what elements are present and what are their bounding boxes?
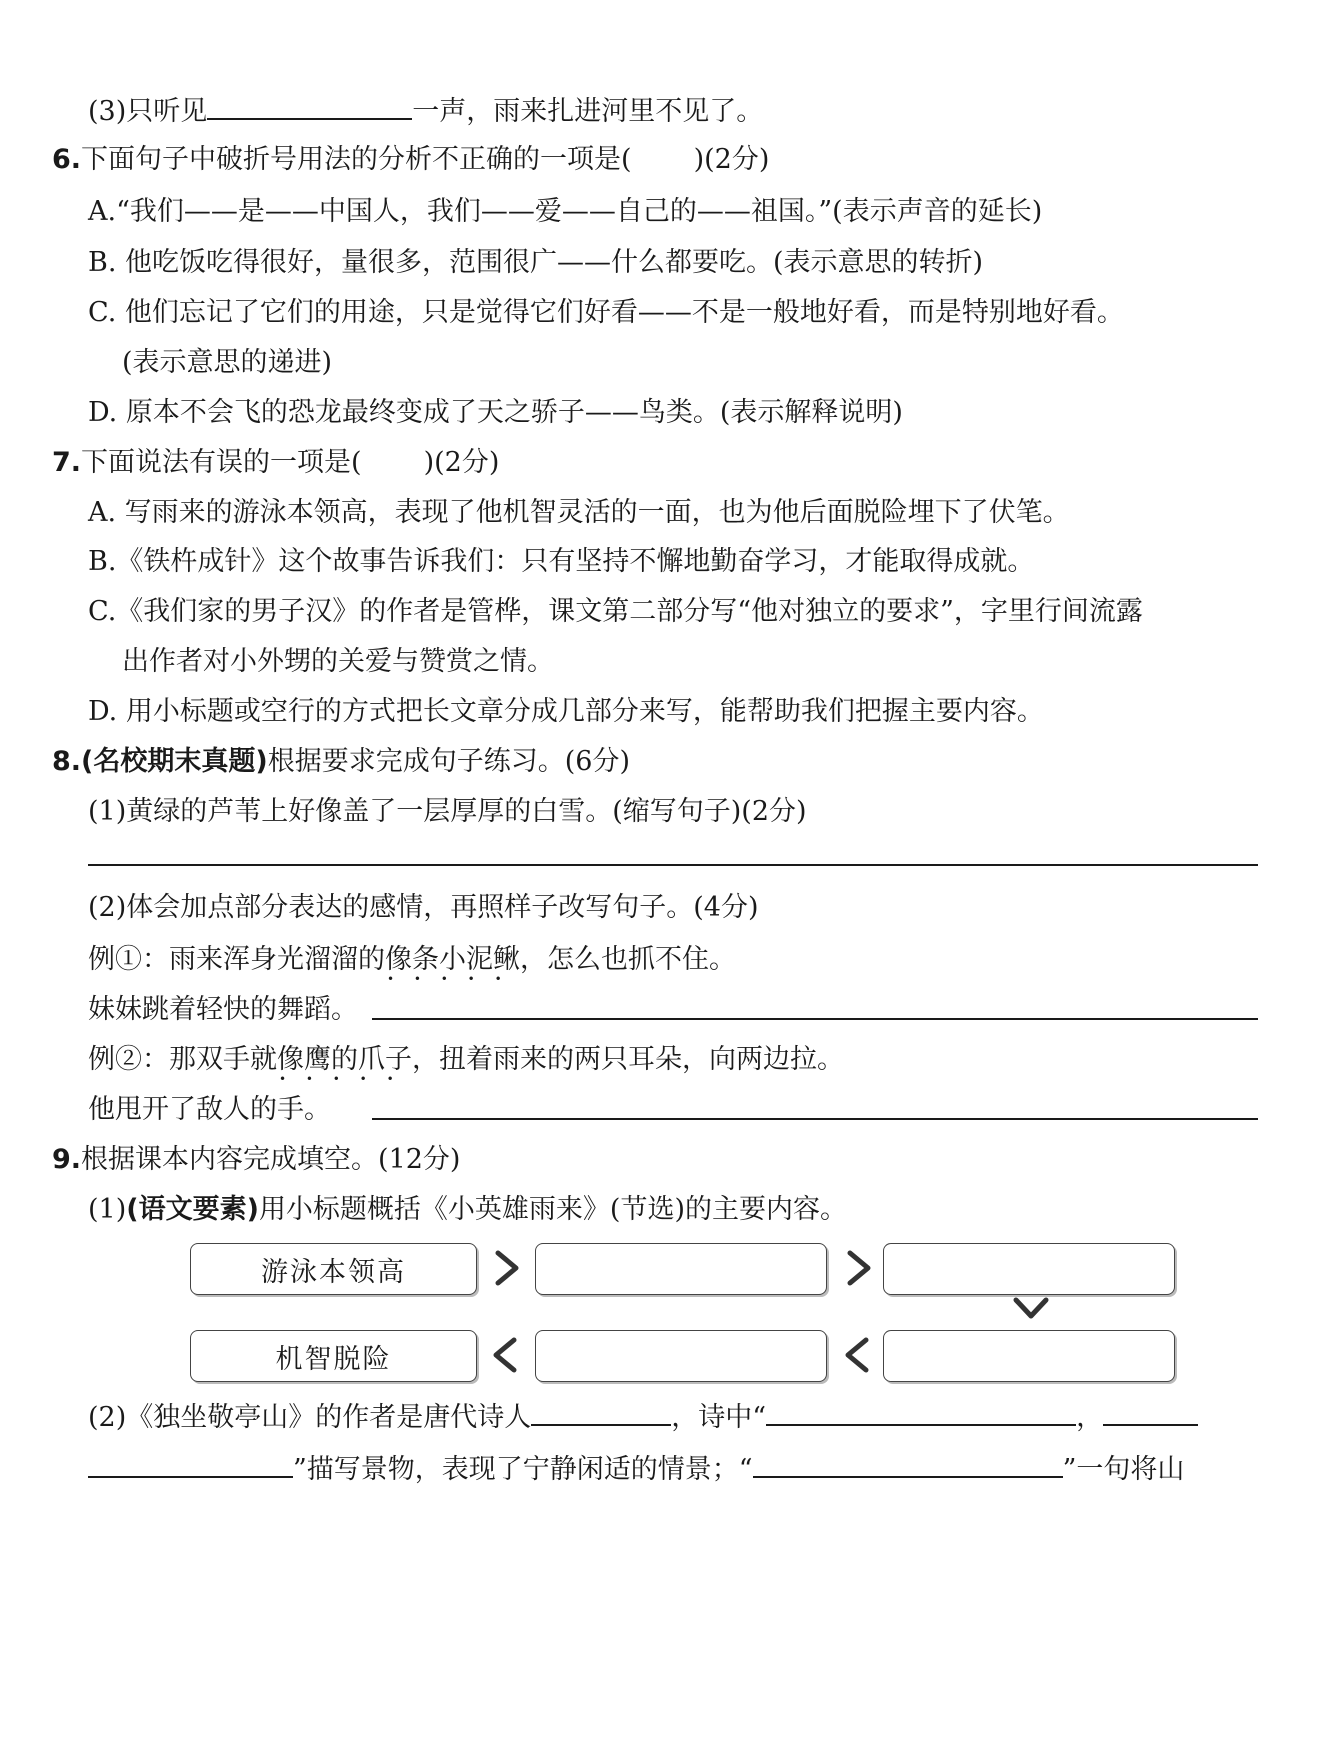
q9-stem [52, 1140, 460, 1180]
q5-3-suffix: 一声，雨来扎进河里不见了。 [412, 96, 764, 127]
chevron-left-icon [488, 1334, 524, 1376]
q7-stem-text: 下面说法有误的一项是( [81, 447, 362, 478]
q8-sentence1-answer-line[interactable] [372, 1018, 1258, 1020]
q7-option-c: C.《我们家的男子汉》的作者是管桦，课文第二部分写“他对独立的要求”，字里行间流露 [88, 596, 1143, 627]
q9-poem-line-blank-3[interactable] [753, 1446, 1063, 1478]
q5-3-prefix: (3)只听见 [88, 96, 208, 127]
q9-part1-text: 用小标题概括《小英雄雨来》(节选)的主要内容。 [258, 1194, 848, 1225]
flow-box-2[interactable] [535, 1243, 827, 1295]
q7-option-c-cont: 出作者对小外甥的关爱与赞赏之情。 [122, 646, 554, 677]
q9-number: 9. [52, 1144, 82, 1175]
q6-option-a: A.“我们——是——中国人，我们——爱——自己的——祖国。”(表示声音的延长) [88, 196, 1043, 227]
q9-poem-line-blank-1[interactable] [766, 1394, 1076, 1426]
chevron-left-icon [840, 1334, 876, 1376]
q9-part2-line2 [88, 1446, 1184, 1490]
q9-part2-text-c: ， [1076, 1402, 1104, 1433]
q8-part1-answer-line[interactable] [88, 864, 1258, 866]
q9-part1-prefix: (1) [88, 1194, 127, 1225]
q9-part1-tag: (语文要素) [126, 1194, 259, 1225]
q5-3-blank[interactable] [207, 88, 412, 120]
q8-sentence2-answer-line[interactable] [372, 1118, 1258, 1120]
chevron-down-icon [1010, 1290, 1052, 1326]
q8-example2-suffix: ，扭着雨来的两只耳朵，向两边拉。 [412, 1044, 844, 1075]
q7-option-b: B.《铁杵成针》这个故事告诉我们：只有坚持不懈地勤奋学习，才能取得成就。 [88, 546, 1035, 577]
q6-stem-text: 下面句子中破折号用法的分析不正确的一项是( [81, 144, 632, 175]
q9-stem-text: 根据课本内容完成填空。(12分) [81, 1144, 461, 1175]
q9-part1 [88, 1190, 847, 1230]
q7-option-a: A. 写雨来的游泳本领高，表现了他机智灵活的一面，也为他后面脱险埋下了伏笔。 [88, 497, 1070, 528]
q9-part2-text-d: ”描写景物，表现了宁静闲适的情景；“ [293, 1454, 753, 1485]
q8-example1-suffix: ，怎么也抓不住。 [520, 944, 736, 975]
q7-stem-end: )(2分) [423, 447, 500, 478]
q8-sentence2: 他甩开了敌人的手。 [88, 1094, 331, 1125]
q9-poem-line-blank-2a[interactable] [1103, 1394, 1198, 1426]
q8-stem-text: 根据要求完成句子练习。(6分) [267, 746, 630, 777]
q6-number: 6. [52, 144, 82, 175]
q8-example1-dotted: 像条小泥鳅 • • • [385, 940, 520, 980]
q7-number: 7. [52, 447, 82, 478]
q6-stem-end: )(2分) [693, 144, 770, 175]
q5-3-line [88, 88, 763, 132]
flow-box-6[interactable] [883, 1330, 1175, 1382]
q8-example2-prefix: 例②：那双手就 [88, 1044, 277, 1075]
flow-box-5[interactable] [535, 1330, 827, 1382]
q9-poem-line-blank-2b[interactable] [88, 1446, 293, 1478]
q8-sentence1: 妹妹跳着轻快的舞蹈。 [88, 994, 358, 1025]
q8-part2: (2)体会加点部分表达的感情，再照样子改写句子。(4分) [88, 892, 759, 923]
q8-example2 [88, 1040, 844, 1080]
q6-option-b: B. 他吃饭吃得很好，量很多，范围很广——什么都要吃。(表示意思的转折) [88, 247, 984, 278]
q6-option-d: D. 原本不会飞的恐龙最终变成了天之骄子——鸟类。(表示解释说明) [88, 397, 903, 428]
q9-part2-line1 [88, 1394, 1198, 1438]
flow-box-1: 游泳本领高 [190, 1243, 477, 1295]
q8-example2-dotted: 像鹰的爪子 • • • [277, 1040, 412, 1080]
flow-box-3[interactable] [883, 1243, 1175, 1295]
q8-tag: (名校期末真题) [81, 746, 268, 777]
q7-option-d: D. 用小标题或空行的方式把长文章分成几部分来写，能帮助我们把握主要内容。 [88, 696, 1044, 727]
q8-part1: (1)黄绿的芦苇上好像盖了一层厚厚的白雪。(缩写句子)(2分) [88, 796, 807, 827]
q9-poet-blank[interactable] [531, 1394, 671, 1426]
chevron-right-icon [840, 1247, 876, 1289]
chevron-right-icon [488, 1247, 524, 1289]
q9-part2-text-e: ”一句将山 [1062, 1454, 1185, 1485]
q7-stem [52, 443, 499, 483]
q9-part2-text-a: (2)《独坐敬亭山》的作者是唐代诗人 [88, 1402, 532, 1433]
q8-stem [52, 742, 630, 782]
q8-example1 [88, 940, 736, 980]
q6-option-c: C. 他们忘记了它们的用途，只是觉得它们好看——不是一般地好看，而是特别地好看。 [88, 297, 1124, 328]
q8-number: 8. [52, 746, 82, 777]
q8-example1-prefix: 例①：雨来浑身光溜溜的 [88, 944, 385, 975]
q6-stem [52, 140, 769, 180]
flow-box-4: 机智脱险 [190, 1330, 477, 1382]
q6-option-c-cont: (表示意思的递进) [122, 347, 333, 378]
q9-part2-text-b: ，诗中“ [671, 1402, 767, 1433]
